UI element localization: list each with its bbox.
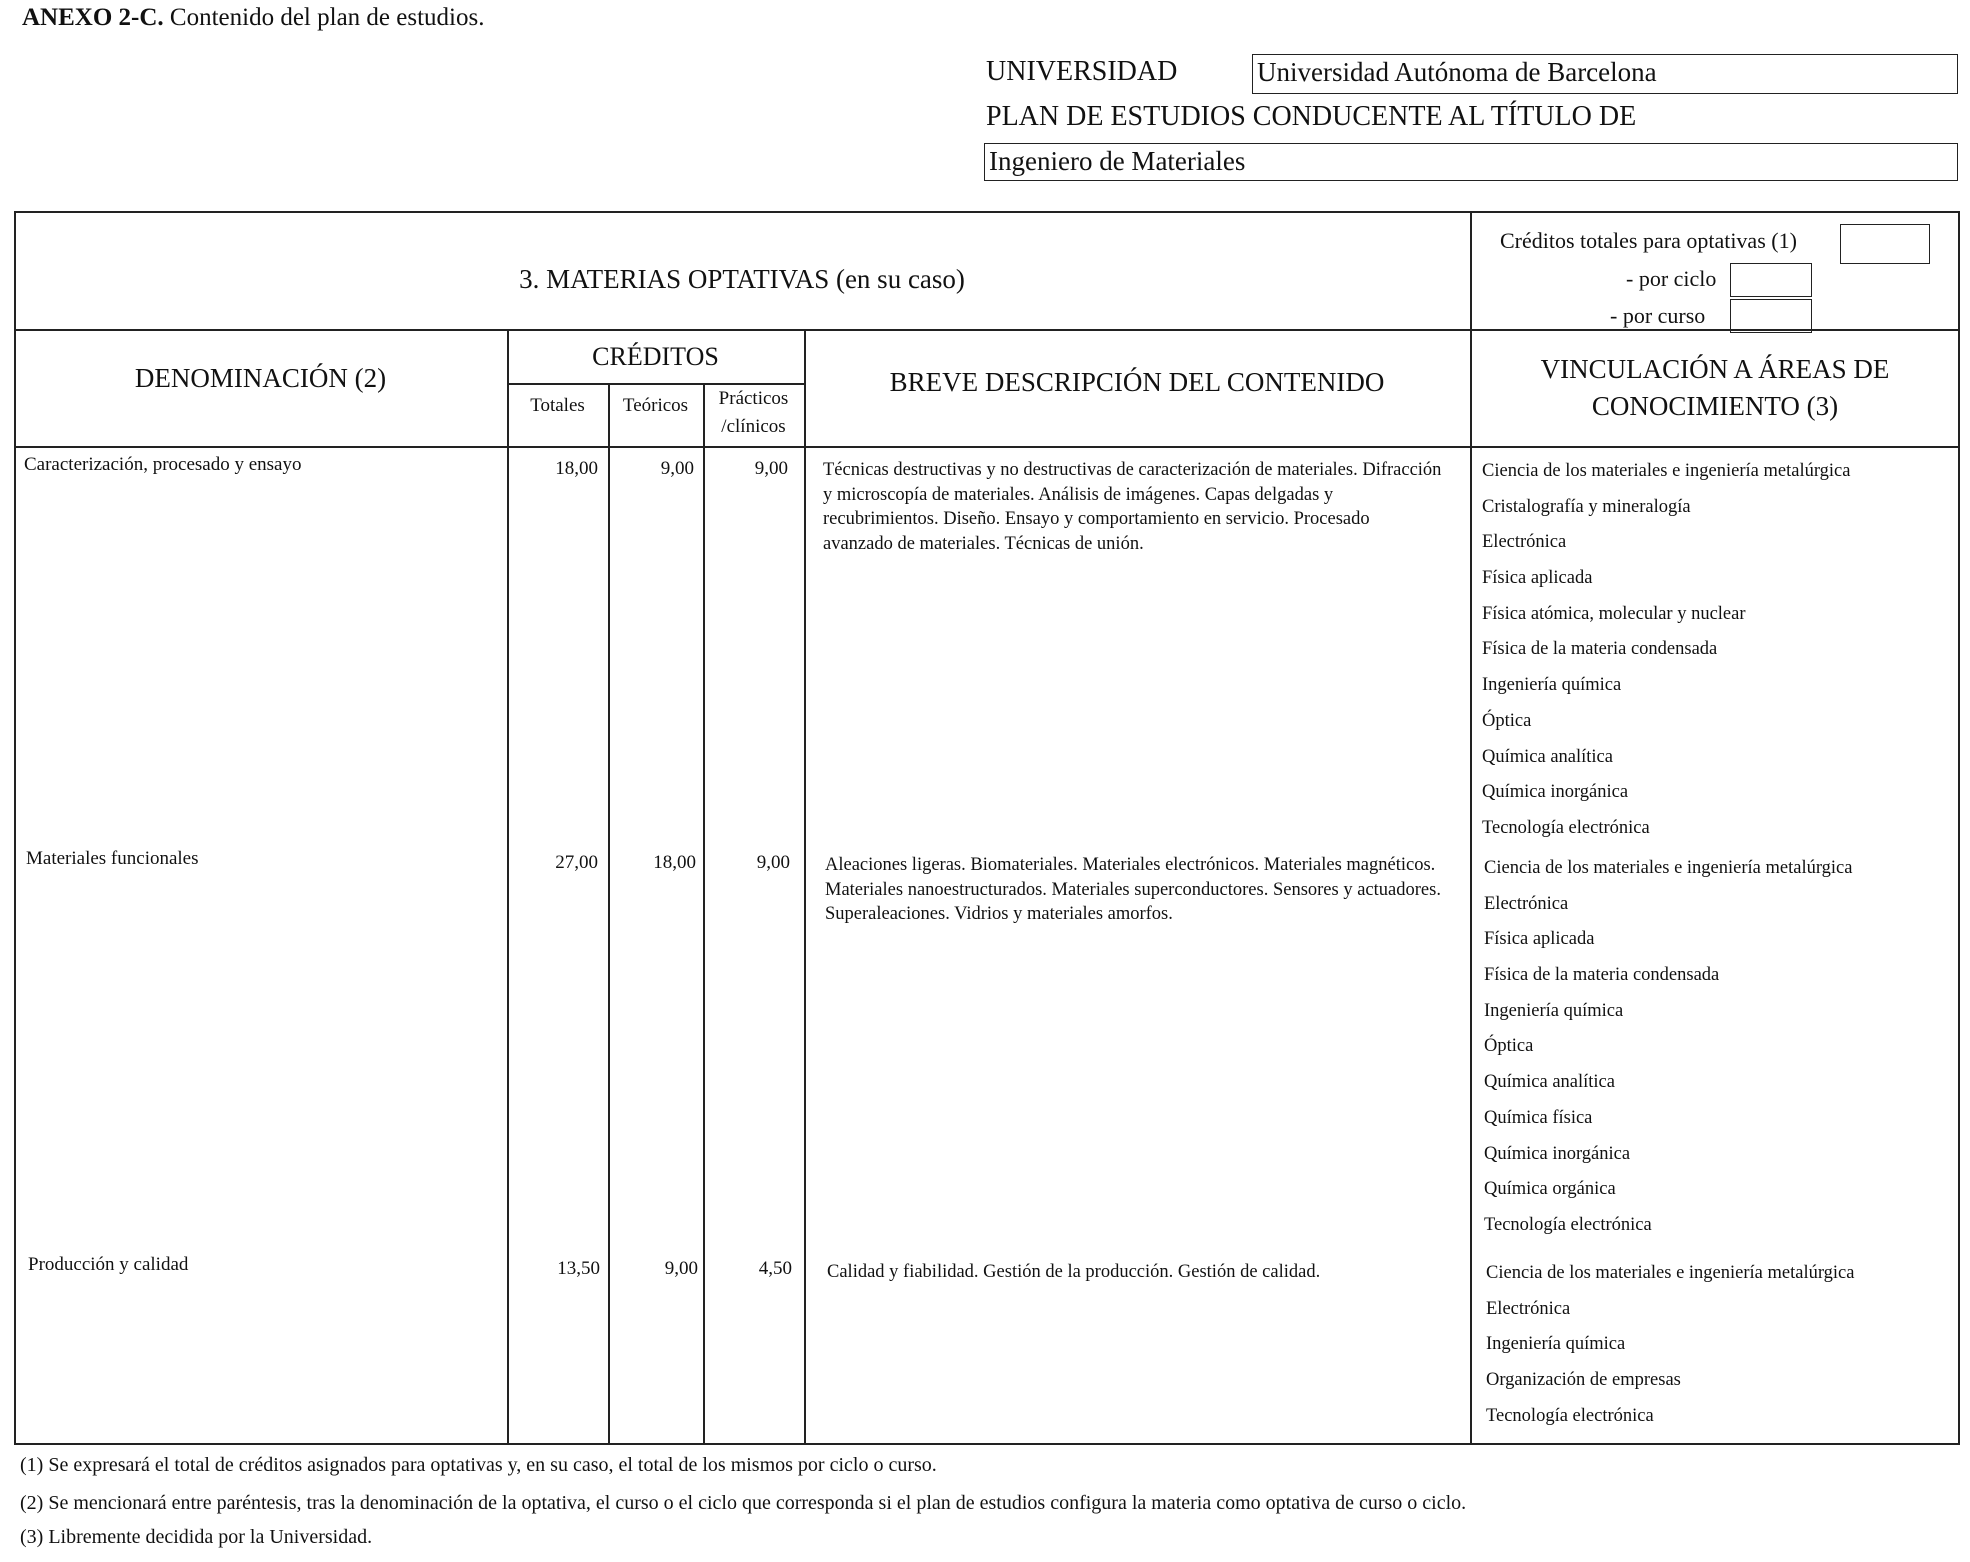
row-1-practical: 9,00 — [754, 458, 788, 479]
row-2-practical: 9,00 — [756, 852, 790, 873]
area-item: Física atómica, molecular y nuclear — [1482, 603, 1746, 624]
col-totals: Totales — [530, 395, 585, 416]
per-cycle-box — [1730, 263, 1812, 297]
row-1-theory: 9,00 — [660, 458, 694, 479]
area-item: Óptica — [1484, 1036, 1534, 1057]
row-1-description: Técnicas destructivas y no destructivas de caracterización de materiales. Difracción y microscopía de materiales. Análisis de imágenes. Capas delgadas y recubrimientos. Diseño. Ensayo y comportamiento en servicio. Procesado avanzado de materiales. Técnicas de unión. — [823, 460, 1442, 554]
plan-label: PLAN DE ESTUDIOS CONDUCENTE AL TÍTULO DE — [986, 101, 1637, 132]
area-item: Física aplicada — [1482, 568, 1593, 589]
row-2-description: Aleaciones ligeras. Biomateriales. Materiales electrónicos. Materiales magnéticos. Materiales nanoestructurados. Materiales superconductores. Sensores y actuadores. Superaleaciones. Vidrios y materiales amorfos. — [825, 855, 1441, 924]
col-denomination: DENOMINACIÓN (2) — [134, 363, 387, 393]
row-2-name: Materiales funcionales — [26, 848, 199, 869]
col-clinical: /clínicos — [721, 416, 786, 437]
col-areas-line1: VINCULACIÓN A ÁREAS DE — [1540, 354, 1890, 384]
row-1-areas — [1482, 454, 1850, 847]
col-credits: CRÉDITOS — [592, 342, 719, 371]
row-3-name: Producción y calidad — [28, 1254, 189, 1275]
area-item: Óptica — [1482, 710, 1532, 731]
area-item: Química analítica — [1482, 746, 1613, 767]
area-item: Química inorgánica — [1482, 782, 1629, 803]
university-field: Universidad Autónoma de Barcelona — [1252, 54, 1958, 94]
footnote-1: (1) Se expresará el total de créditos asignados para optativas y, en su caso, el total de los mismos por ciclo o curso. — [20, 1454, 937, 1476]
area-item: Tecnología electrónica — [1484, 1214, 1652, 1235]
row-3-theory: 9,00 — [664, 1258, 698, 1279]
annex-subtitle: Contenido del plan de estudios. — [163, 4, 485, 31]
section-title: 3. MATERIAS OPTATIVAS (en su caso) — [519, 264, 965, 294]
area-item: Cristalografía y mineralogía — [1482, 496, 1691, 517]
area-item: Física de la materia condensada — [1482, 639, 1718, 660]
degree-field: Ingeniero de Materiales — [984, 143, 1958, 181]
area-item: Química analítica — [1484, 1072, 1615, 1093]
per-course-box — [1730, 299, 1812, 333]
row-3-practical: 4,50 — [758, 1258, 792, 1279]
area-item: Ingeniería química — [1486, 1334, 1626, 1355]
col-practical: Prácticos — [718, 388, 789, 409]
row-3-total: 13,50 — [557, 1258, 600, 1279]
area-item: Física aplicada — [1484, 929, 1595, 950]
area-item: Ciencia de los materiales e ingeniería metalúrgica — [1482, 461, 1851, 481]
area-item: Organización de empresas — [1486, 1370, 1681, 1391]
per-cycle-label: - por ciclo — [1626, 266, 1717, 291]
area-item: Ingeniería química — [1482, 675, 1622, 696]
area-item: Tecnología electrónica — [1486, 1405, 1654, 1426]
row-1-total: 18,00 — [555, 458, 598, 479]
col-theory: Teóricos — [622, 395, 689, 416]
area-item: Electrónica — [1482, 532, 1567, 553]
row-3-description: Calidad y fiabilidad. Gestión de la producción. Gestión de calidad. — [827, 1262, 1321, 1282]
row-2-areas — [1484, 851, 1852, 1244]
area-item: Física de la materia condensada — [1484, 965, 1720, 986]
area-item: Electrónica — [1484, 893, 1569, 914]
per-course-label: - por curso — [1610, 303, 1706, 328]
area-item: Tecnología electrónica — [1482, 817, 1650, 838]
total-credits-label: Créditos totales para optativas (1) — [1500, 228, 1797, 253]
area-item: Ciencia de los materiales e ingeniería metalúrgica — [1484, 858, 1853, 878]
area-item: Química física — [1484, 1107, 1593, 1128]
annex-title — [22, 4, 484, 32]
area-item: Química inorgánica — [1484, 1143, 1631, 1164]
col-description: BREVE DESCRIPCIÓN DEL CONTENIDO — [889, 367, 1385, 397]
university-label: UNIVERSIDAD — [986, 56, 1178, 87]
annex-label: ANEXO 2-C. — [22, 4, 164, 31]
total-credits-box — [1840, 224, 1930, 264]
footnote-3: (3) Libremente decidida por la Universidad. — [20, 1526, 373, 1548]
row-1-name: Caracterización, procesado y ensayo — [24, 454, 302, 475]
area-item: Ciencia de los materiales e ingeniería metalúrgica — [1486, 1263, 1855, 1283]
row-2-theory: 18,00 — [653, 852, 696, 873]
row-2-total: 27,00 — [555, 852, 598, 873]
footnote-2: (2) Se mencionará entre paréntesis, tras la denominación de la optativa, el curso o el ciclo que corresponda si el plan de estudios configura la materia como optativa de curso o ciclo. — [20, 1492, 1467, 1514]
area-item: Electrónica — [1486, 1298, 1571, 1319]
col-areas-line2: CONOCIMIENTO (3) — [1591, 391, 1839, 421]
area-item: Ingeniería química — [1484, 1000, 1624, 1021]
area-item: Química orgánica — [1484, 1179, 1616, 1200]
row-3-areas — [1486, 1256, 1854, 1434]
